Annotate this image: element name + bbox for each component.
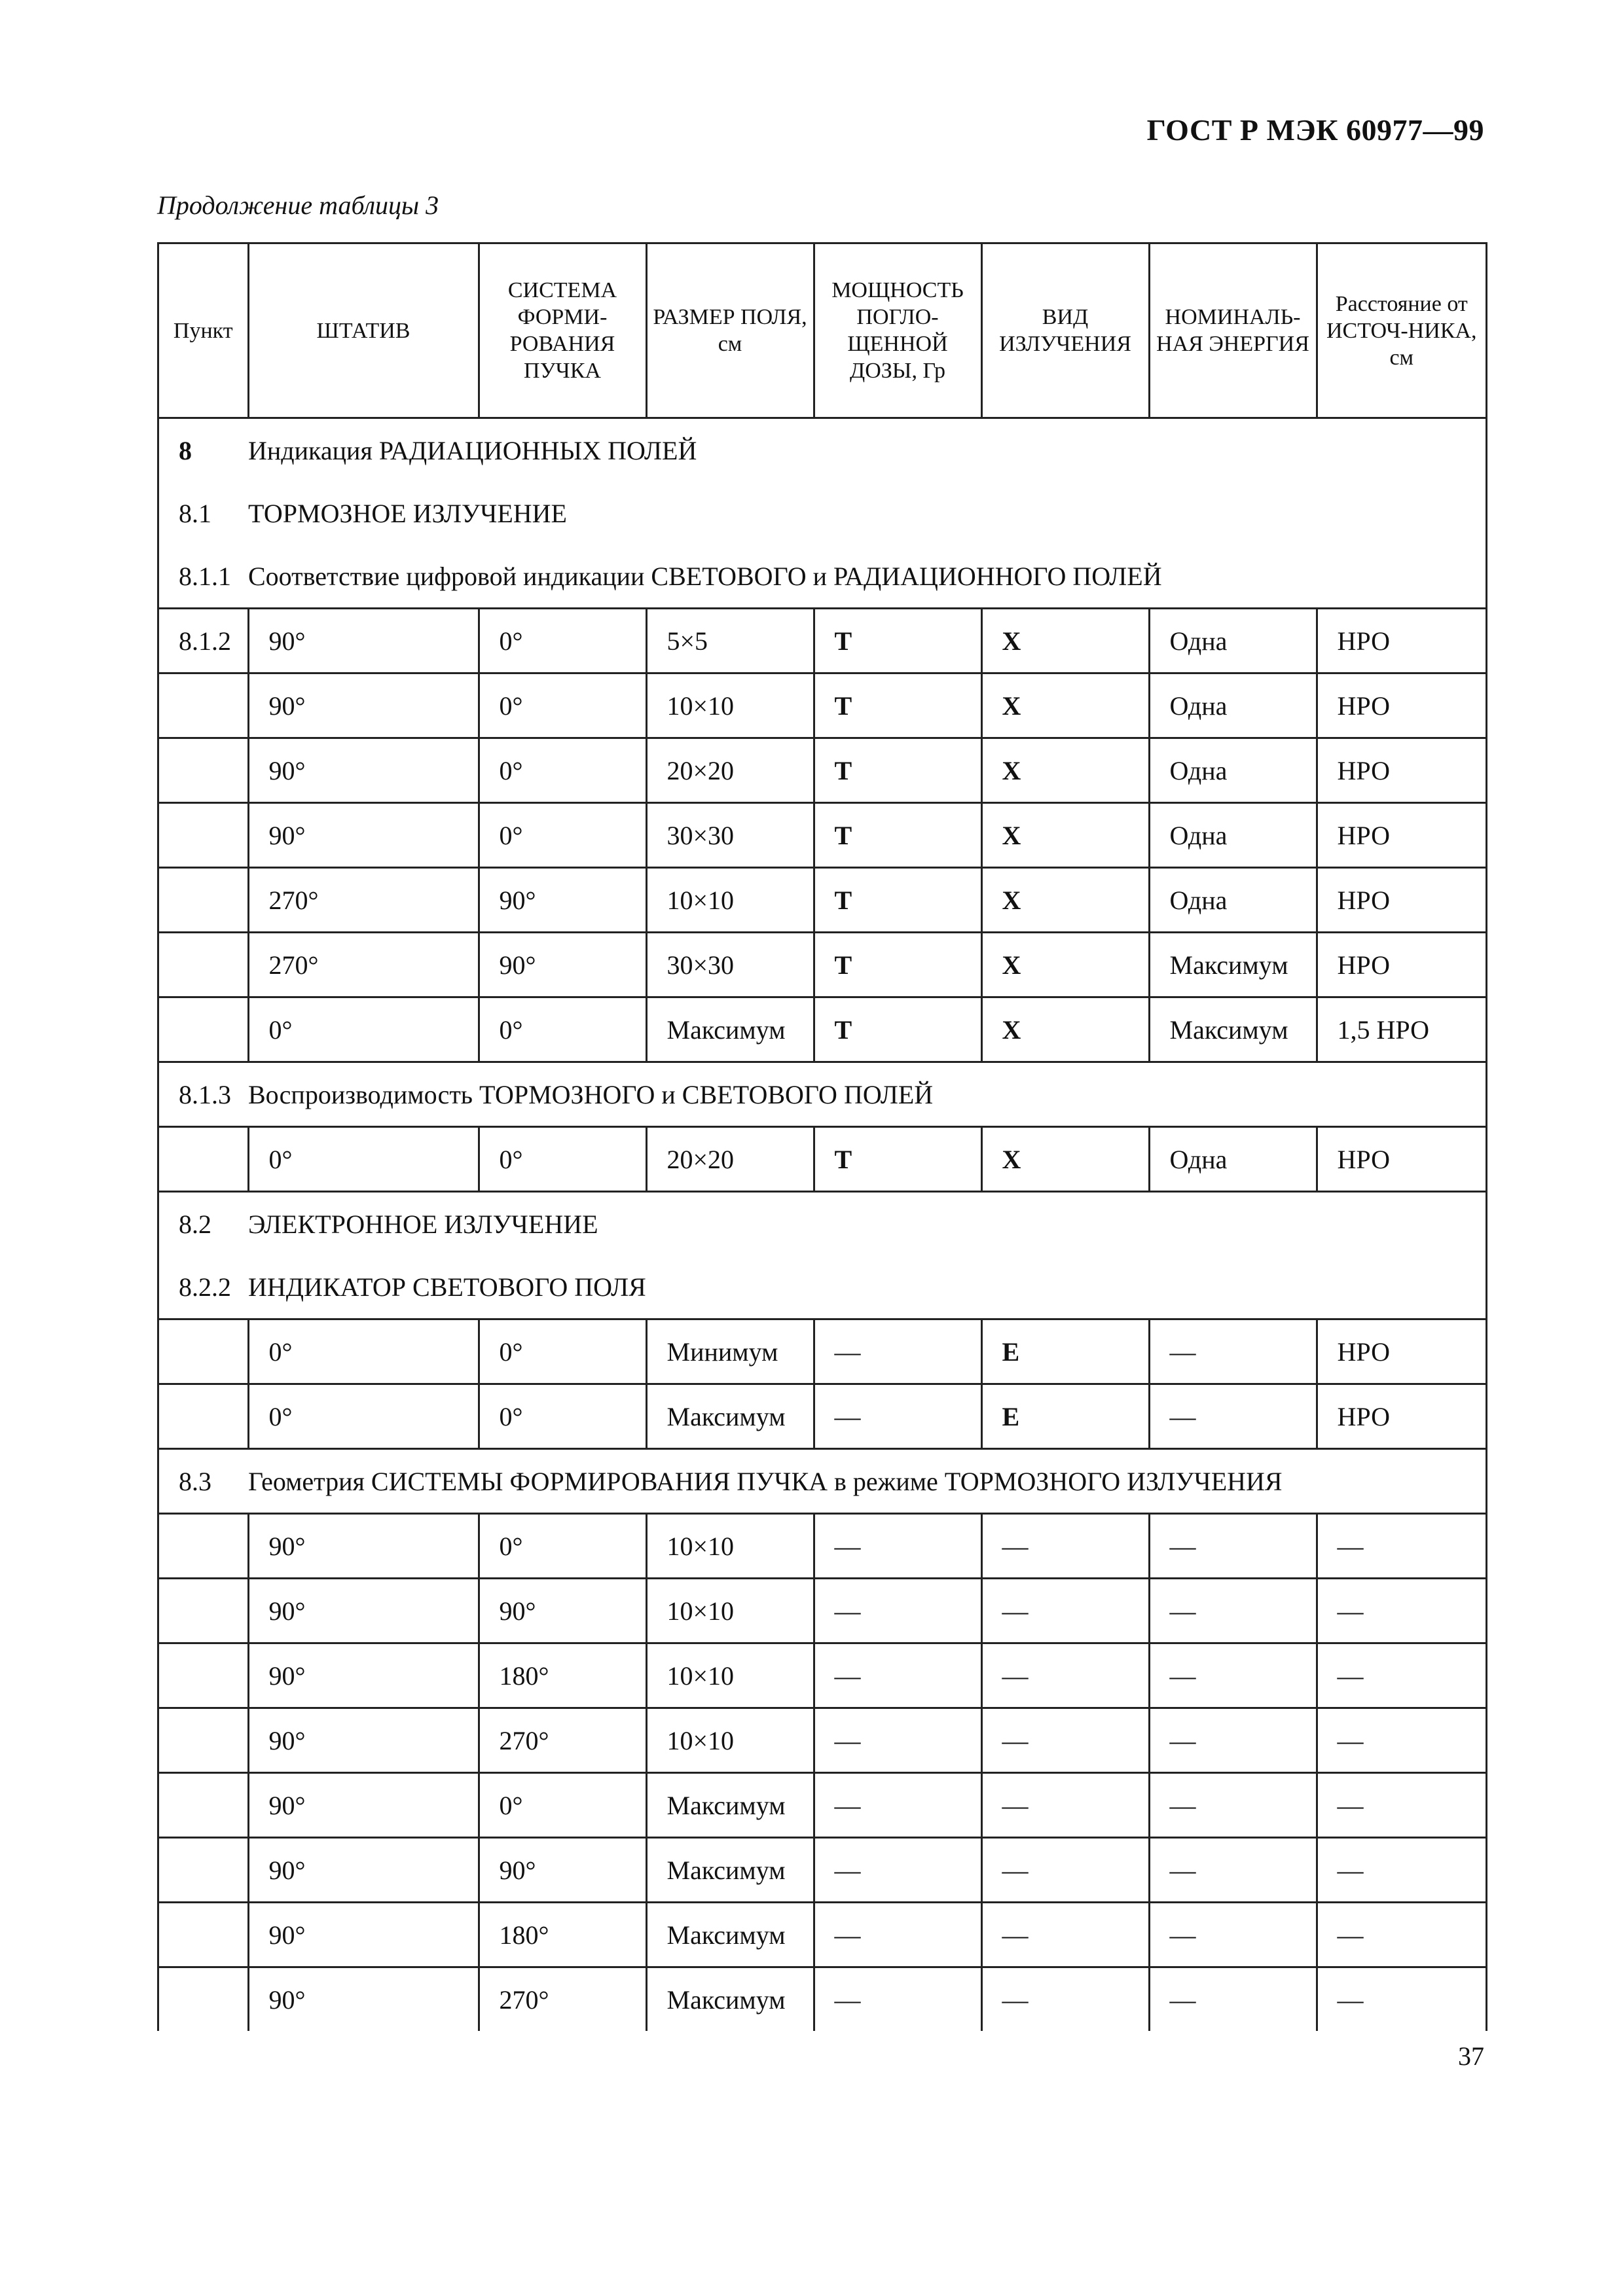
table-cell: 180° (479, 1643, 646, 1708)
table-cell: Максимум (646, 1773, 814, 1838)
table-caption: Продолжение таблицы 3 (157, 190, 439, 220)
table-cell: 0° (479, 1319, 646, 1384)
table-row (159, 609, 1486, 673)
table-cell: Х (981, 738, 1149, 803)
table-cell: — (1149, 1319, 1317, 1384)
table-cell: Максимум (646, 997, 814, 1062)
table-cell: 90° (248, 1643, 479, 1708)
table-cell: НРО (1317, 803, 1486, 868)
table-cell: 90° (248, 1773, 479, 1838)
table-cell: 10×10 (646, 1643, 814, 1708)
section-row (159, 482, 1486, 545)
table-cell: Х (981, 673, 1149, 738)
table-cell: НРО (1317, 1127, 1486, 1192)
table-cell (159, 1708, 248, 1773)
table-row (159, 673, 1486, 738)
table-cell (159, 1579, 248, 1643)
table-cell (159, 1903, 248, 1967)
section-title: ИНДИКАТОР СВЕТОВОГО ПОЛЯ (248, 1255, 1486, 1319)
table-cell: 270° (479, 1967, 646, 2032)
header-razmer: РАЗМЕР ПОЛЯ, см (646, 244, 814, 418)
table-cell: Максимум (646, 1967, 814, 2032)
section-title: ТОРМОЗНОЕ ИЗЛУЧЕНИЕ (248, 498, 567, 528)
table-cell: 90° (479, 1838, 646, 1903)
section-row (159, 1449, 1486, 1514)
table-cell: 0° (248, 1384, 479, 1449)
table-cell: — (1317, 1643, 1486, 1708)
table-cell: 90° (479, 868, 646, 933)
table-cell: — (814, 1903, 981, 1967)
table-cell: — (1317, 1514, 1486, 1579)
table-row (159, 1319, 1486, 1384)
table-cell: 90° (248, 1514, 479, 1579)
table-cell: 10×10 (646, 1514, 814, 1579)
section-title: ЭЛЕКТРОННОЕ ИЗЛУЧЕНИЕ (248, 1209, 598, 1239)
table-cell: — (814, 1643, 981, 1708)
table-cell: — (814, 1319, 981, 1384)
header-punkt: Пункт (159, 244, 248, 418)
table-cell: — (981, 1838, 1149, 1903)
table-cell: 10×10 (646, 673, 814, 738)
table-cell: 8.1.2 (159, 609, 248, 673)
table-cell: Одна (1149, 1127, 1317, 1192)
section-row (159, 1062, 1486, 1127)
table-cell: 10×10 (646, 1708, 814, 1773)
table-cell (159, 1838, 248, 1903)
table-cell: 0° (479, 1514, 646, 1579)
table-cell: Х (981, 868, 1149, 933)
table-cell (159, 673, 248, 738)
table-cell: — (1149, 1384, 1317, 1449)
table-row (159, 1643, 1486, 1708)
table-cell: 90° (248, 673, 479, 738)
table-cell: Х (981, 1127, 1149, 1192)
header-rasstoyanie: Расстояние от ИСТОЧ-НИКА, см (1317, 244, 1486, 418)
table-cell: — (981, 1579, 1149, 1643)
table-cell: 270° (479, 1708, 646, 1773)
table-row (159, 1838, 1486, 1903)
table-cell: 180° (479, 1903, 646, 1967)
table-cell: — (814, 1838, 981, 1903)
table-cell: 90° (248, 609, 479, 673)
table-cell: — (814, 1384, 981, 1449)
table-cell: Х (981, 803, 1149, 868)
table-cell: — (814, 1579, 981, 1643)
table-cell: — (1317, 1903, 1486, 1967)
table-row (159, 1773, 1486, 1838)
section-title: Индикация РАДИАЦИОННЫХ ПОЛЕЙ (248, 435, 697, 465)
section-title: Соответствие цифровой индикации СВЕТОВОГО и РАДИАЦИОННОГО ПОЛЕЙ (248, 545, 1486, 609)
table-cell (159, 1773, 248, 1838)
table-cell: 0° (248, 997, 479, 1062)
table-container (157, 242, 1487, 2031)
table-cell: Т (814, 803, 981, 868)
table-cell: 0° (248, 1319, 479, 1384)
table-row (159, 1127, 1486, 1192)
table-row (159, 738, 1486, 803)
table-cell: — (1149, 1643, 1317, 1708)
table-cell: Х (981, 609, 1149, 673)
data-table (159, 244, 1486, 2031)
table-cell: 0° (479, 738, 646, 803)
table-cell: 90° (248, 738, 479, 803)
section-number: 8.2 (179, 1209, 211, 1239)
section-row (159, 418, 1486, 482)
table-cell: — (1149, 1967, 1317, 2032)
table-cell: Х (981, 933, 1149, 997)
header-moshchnost: МОЩНОСТЬ ПОГЛО-ЩЕННОЙ ДОЗЫ, Гр (814, 244, 981, 418)
table-cell: — (1337, 1984, 1364, 2015)
section-row (159, 545, 1486, 609)
header-row (159, 244, 1486, 418)
table-cell (159, 803, 248, 868)
table-cell: 10×10 (646, 868, 814, 933)
table-cell: Т (814, 738, 981, 803)
table-cell: 90° (248, 803, 479, 868)
table-cell: — (1149, 1708, 1317, 1773)
table-cell (159, 933, 248, 997)
table-cell: 90° (248, 1579, 479, 1643)
table-cell: НРО (1317, 738, 1486, 803)
table-cell: 0° (479, 997, 646, 1062)
table-cell (159, 1967, 248, 2032)
table-cell (159, 1514, 248, 1579)
table-cell: НРО (1317, 673, 1486, 738)
table-cell: — (1317, 1838, 1486, 1903)
table-row (159, 1708, 1486, 1773)
table-cell: Одна (1149, 738, 1317, 803)
table-cell: Максимум (646, 1903, 814, 1967)
table-cell: — (1317, 1773, 1486, 1838)
table-cell: Одна (1149, 673, 1317, 738)
table-cell: Е (981, 1384, 1149, 1449)
table-cell: — (814, 1514, 981, 1579)
table-cell: — (814, 1967, 981, 2032)
table-cell: 10×10 (646, 1579, 814, 1643)
table-row (159, 1967, 1486, 2032)
table-cell (159, 997, 248, 1062)
table-cell (159, 738, 248, 803)
table-cell: Т (814, 1127, 981, 1192)
table-cell: — (981, 1903, 1149, 1967)
table-cell: 30×30 (646, 803, 814, 868)
section-number: 8.1.1 (159, 545, 248, 609)
table-cell: — (981, 1708, 1149, 1773)
table-cell (159, 1384, 248, 1449)
header-shtativ: ШТАТИВ (248, 244, 479, 418)
table-row (159, 803, 1486, 868)
table-row (159, 1903, 1486, 1967)
table-cell: НРО (1317, 1319, 1486, 1384)
table-cell: 90° (248, 1903, 479, 1967)
table-cell: 0° (479, 1384, 646, 1449)
table-cell: — (981, 1643, 1149, 1708)
table-cell: 270° (248, 868, 479, 933)
table-cell: 90° (479, 933, 646, 997)
table-cell: НРО (1317, 868, 1486, 933)
table-cell: НРО (1317, 933, 1486, 997)
table-cell (159, 1643, 248, 1708)
table-cell: 30×30 (646, 933, 814, 997)
table-cell: Максимум (1149, 997, 1317, 1062)
section-number: 8.1 (179, 498, 211, 528)
table-cell: Т (814, 673, 981, 738)
table-cell (159, 1319, 248, 1384)
table-cell: Х (981, 997, 1149, 1062)
table-cell: 0° (479, 673, 646, 738)
table-cell: Е (981, 1319, 1149, 1384)
section-row (159, 1255, 1486, 1319)
table-cell: 0° (479, 609, 646, 673)
table-cell: 20×20 (646, 738, 814, 803)
table-cell (159, 1127, 248, 1192)
section-number: 8.1.3 (159, 1062, 248, 1127)
table-cell: — (814, 1773, 981, 1838)
section-row (159, 1192, 1486, 1256)
table-cell: — (1149, 1773, 1317, 1838)
section-number: 8 (179, 435, 192, 465)
table-row (159, 933, 1486, 997)
table-cell: 20×20 (646, 1127, 814, 1192)
table-cell: 90° (479, 1579, 646, 1643)
table-cell (159, 868, 248, 933)
table-cell: — (1149, 1903, 1317, 1967)
header-vid: ВИД ИЗЛУЧЕНИЯ (981, 244, 1149, 418)
table-cell: Максимум (646, 1384, 814, 1449)
table-cell: НРО (1317, 1384, 1486, 1449)
table-cell: 0° (479, 803, 646, 868)
table-row (159, 1579, 1486, 1643)
table-cell: Т (814, 997, 981, 1062)
table-cell: — (981, 1967, 1149, 2032)
section-number: 8.2.2 (159, 1255, 248, 1319)
table-cell: — (1149, 1514, 1317, 1579)
table-cell: — (1149, 1579, 1317, 1643)
table-cell: — (1149, 1838, 1317, 1903)
table-row (159, 1514, 1486, 1579)
table-cell: — (1317, 1579, 1486, 1643)
table-cell: — (981, 1514, 1149, 1579)
table-cell: Одна (1149, 803, 1317, 868)
section-title: Воспроизводимость ТОРМОЗНОГО и СВЕТОВОГО ПОЛЕЙ (248, 1062, 1486, 1127)
table-row (159, 868, 1486, 933)
table-cell: Одна (1149, 868, 1317, 933)
table-cell: 0° (479, 1773, 646, 1838)
header-sistema: СИСТЕМА ФОРМИ-РОВАНИЯ ПУЧКА (479, 244, 646, 418)
table-cell: 1,5 НРО (1317, 997, 1486, 1062)
table-row (159, 1384, 1486, 1449)
table-cell: 5×5 (646, 609, 814, 673)
table-cell: Максимум (1149, 933, 1317, 997)
table-cell: — (1317, 1708, 1486, 1773)
table-cell: 0° (479, 1127, 646, 1192)
table-cell: НРО (1317, 609, 1486, 673)
table-cell: Максимум (646, 1838, 814, 1903)
table-cell: 90° (248, 1967, 479, 2032)
table-row (159, 997, 1486, 1062)
table-cell: 90° (248, 1838, 479, 1903)
section-number: 8.3 (159, 1449, 248, 1514)
table-cell: 270° (248, 933, 479, 997)
document-header: ГОСТ Р МЭК 60977—99 (1146, 113, 1484, 147)
table-cell: Одна (1149, 609, 1317, 673)
table-cell: — (814, 1708, 981, 1773)
table-body (159, 418, 1486, 2032)
page-number: 37 (1458, 2041, 1484, 2071)
table-cell: Минимум (646, 1319, 814, 1384)
table-cell: Т (814, 868, 981, 933)
section-title: Геометрия СИСТЕМЫ ФОРМИРОВАНИЯ ПУЧКА в режиме ТОРМОЗНОГО ИЗЛУЧЕНИЯ (248, 1449, 1486, 1514)
table-cell: 90° (248, 1708, 479, 1773)
table-cell: 0° (248, 1127, 479, 1192)
table-cell: Т (814, 933, 981, 997)
header-energiya: НОМИНАЛЬ-НАЯ ЭНЕРГИЯ (1149, 244, 1317, 418)
table-cell: — (981, 1773, 1149, 1838)
table-cell: Т (814, 609, 981, 673)
